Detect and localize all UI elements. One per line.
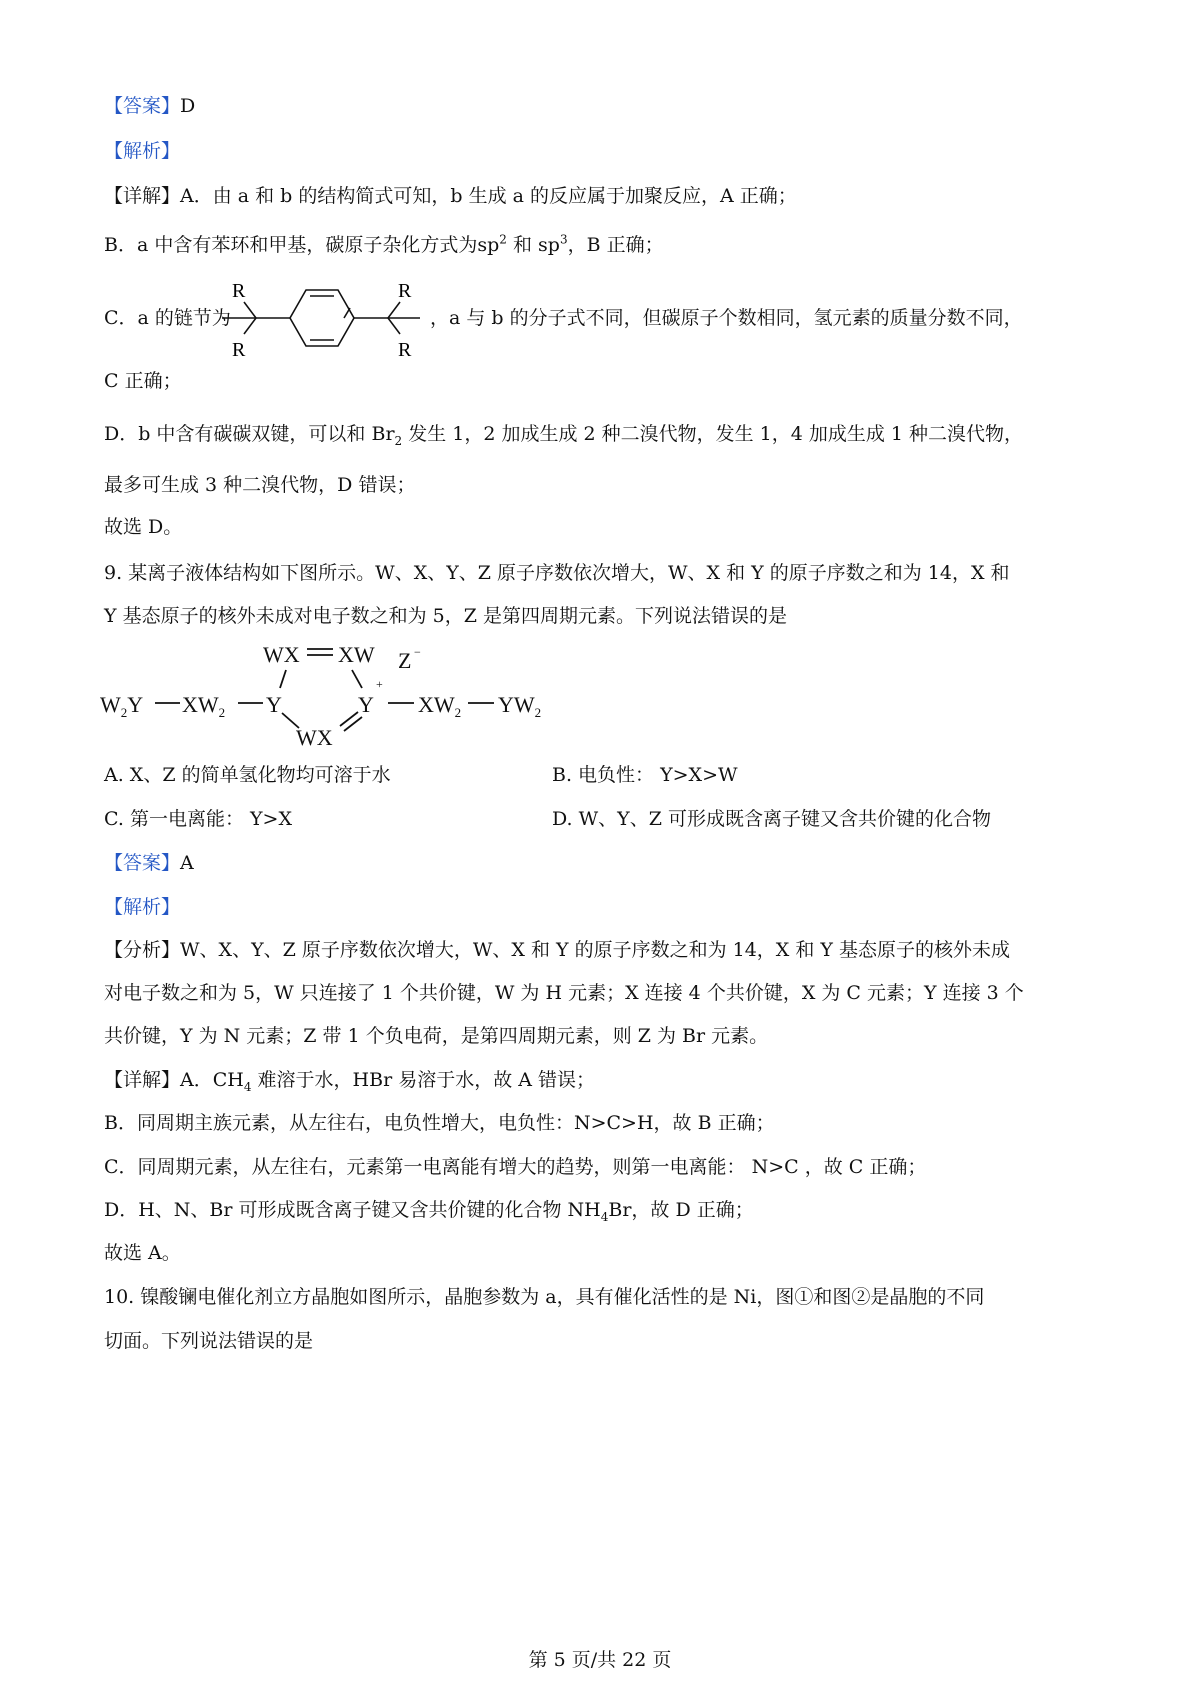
ionic-liquid-structure bbox=[100, 640, 560, 752]
fenxi-line2: 对电子数之和为 5，W 只连接了 1 个共价键，W 为 H 元素；X 连接 4 个共价键，X 为 C 元素；Y 连接 3 个 bbox=[104, 982, 1024, 1004]
q9-option-a: A. X、Z 的简单氢化物均可溶于水 bbox=[104, 764, 391, 786]
q9-option-d: D. W、Y、Z 可形成既含离子键又含共价键的化合物 bbox=[552, 808, 991, 830]
detail-c-post: ，a 与 b 的分子式不同，但碳原子个数相同，氢元素的质量分数不同， bbox=[430, 307, 1023, 329]
choose-line: 故选 D。 bbox=[104, 516, 183, 538]
detail9-c: C．同周期元素，从左往右，元素第一电离能有增大的趋势，则第一电离能： N>C ，故 C 正确； bbox=[104, 1156, 927, 1178]
q9-line1: 9. 某离子液体结构如下图所示。W、X、Y、Z 原子序数依次增大，W、X 和 Y 的原子序数之和为 14，X 和 bbox=[104, 562, 1010, 584]
yw2-group: $YW_2$ bbox=[498, 692, 542, 720]
wx-bottom: WX bbox=[296, 725, 333, 750]
detail-d-cont: 最多可生成 3 种二溴代物，D 错误； bbox=[104, 474, 416, 496]
analysis9-label: 【解析】 bbox=[104, 896, 181, 918]
chain-unit-figure bbox=[220, 272, 430, 362]
detail-a-line: 【详解】A．由 a 和 b 的结构简式可知，b 生成 a 的反应属于加聚反应，A 正确； bbox=[104, 185, 797, 207]
r-bottom-right: R bbox=[398, 339, 412, 361]
q9-option-b: B. 电负性： Y>X>W bbox=[552, 764, 738, 786]
q10-line2: 切面。下列说法错误的是 bbox=[104, 1330, 314, 1352]
q9-line2: Y 基态原子的核外未成对电子数之和为 5，Z 是第四周期元素。下列说法错误的是 bbox=[104, 605, 787, 627]
detail9-b: B．同周期主族元素，从左往右，电负性增大，电负性：N>C>H，故 B 正确； bbox=[104, 1112, 775, 1134]
z-anion: Z bbox=[398, 648, 412, 673]
analysis-label: 【解析】 bbox=[104, 140, 181, 162]
detail9-a: 【详解】A．$CH_4$ 难溶于水，HBr 易溶于水，故 A 错误； bbox=[104, 1069, 595, 1094]
choose9-line: 故选 A。 bbox=[104, 1242, 181, 1264]
ring-y-right: Y bbox=[358, 692, 374, 717]
detail-label: 【详解】 bbox=[104, 185, 181, 207]
q10-line1: 10. 镍酸镧电催化剂立方晶胞如图所示，晶胞参数为 a，具有催化活性的是 Ni，图①和图②是晶胞的不同 bbox=[104, 1286, 985, 1308]
plus-charge: + bbox=[376, 677, 383, 691]
detail-c-pre: C．a 的链节为 bbox=[104, 307, 231, 329]
r-top-left: R bbox=[232, 280, 246, 302]
answer9-line: 【答案】A bbox=[104, 852, 194, 874]
detail9-d: D．H、N、Br 可形成既含离子键又含共价键的化合物 $NH_4Br$，故 D 正确； bbox=[104, 1199, 754, 1224]
z-charge: − bbox=[414, 645, 421, 659]
ring-y-left: Y bbox=[266, 692, 282, 717]
xw2-left: $XW_2$ bbox=[182, 692, 226, 720]
r-top-right: R bbox=[398, 280, 412, 302]
fenxi-line1: 【分析】W、X、Y、Z 原子序数依次增大，W、X 和 Y 的原子序数之和为 14，X 和 Y 基态原子的核外未成 bbox=[104, 939, 1010, 961]
answer-value: D bbox=[180, 95, 196, 117]
xw-top-right: XW bbox=[338, 642, 375, 667]
q9-option-c: C. 第一电离能： Y>X bbox=[104, 808, 292, 830]
detail-d-line: D．b 中含有碳碳双键，可以和 $Br_2$ 发生 1，2 加成生成 2 种二溴代物，发生 1，4 加成生成 1 种二溴代物， bbox=[104, 423, 1024, 448]
r-bottom-left: R bbox=[232, 339, 246, 361]
fenxi-line3: 共价键，Y 为 N 元素；Z 带 1 个负电荷，是第四周期元素，则 Z 为 Br 元素。 bbox=[104, 1025, 769, 1047]
xw2-right: $XW_2$ bbox=[418, 692, 462, 720]
answer-line bbox=[104, 93, 195, 119]
answer-label: 【答案】 bbox=[104, 95, 181, 117]
detail-c-cont: C 正确； bbox=[104, 370, 182, 392]
page-footer: 第 5 页/共 22 页 bbox=[528, 1649, 672, 1671]
wx-top-left: WX bbox=[263, 642, 300, 667]
detail-b-line: B．a 中含有苯环和甲基，碳原子杂化方式为$sp^2$ 和 $sp^3$，B 正确； bbox=[104, 232, 664, 256]
w2y-group: $W_2Y$ bbox=[100, 692, 144, 720]
